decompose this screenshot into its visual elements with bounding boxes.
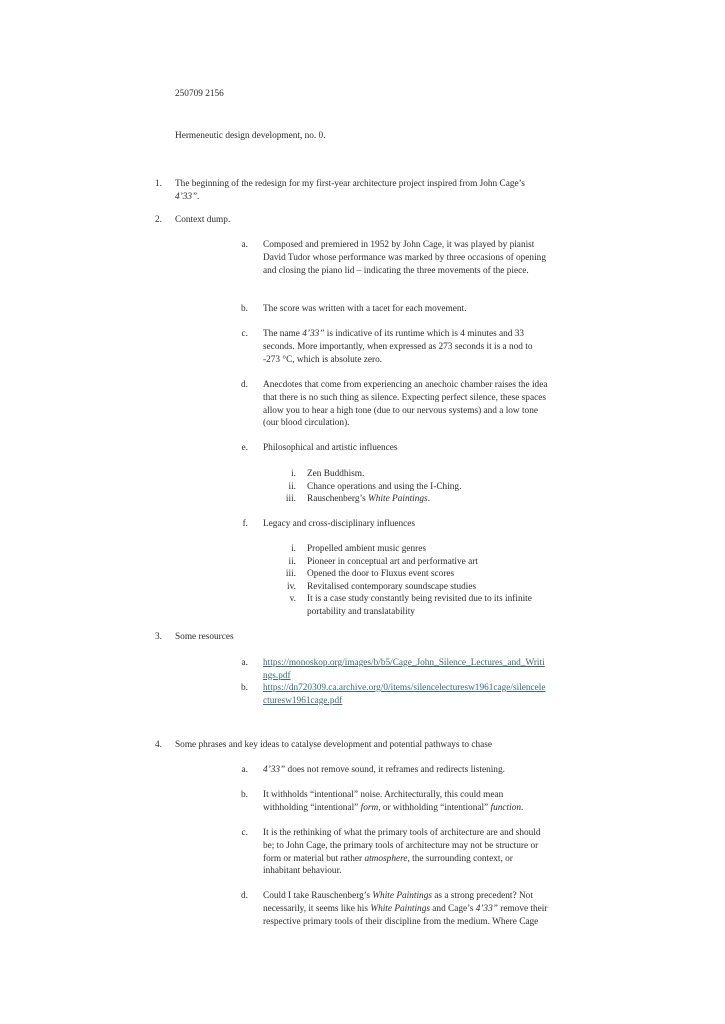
roman-numeral: i. <box>291 544 296 554</box>
roman-item-text: Opened the door to Fluxus event scores <box>307 569 455 579</box>
roman-numeral: iv. <box>287 582 296 592</box>
list-number: 1. <box>155 179 162 189</box>
sublist-item-text: Could I take Rauschenberg’s White Paintings as a strong precedent? Not necessarily, it seems like his White Paintings and Cage’s 4’33” remove their respective primary tools of their discipline from the medium. Where Cage <box>263 891 548 927</box>
roman-item-text: Propelled ambient music genres <box>307 544 427 554</box>
roman-numeral: v. <box>289 594 296 604</box>
sublist-item-text: Composed and premiered in 1952 by John Cage, it was played by pianist David Tudor whose performance was marked by three occasions of opening and closing the piano lid – indicating the three movements of the piece. <box>263 240 546 276</box>
roman-item-text: It is a case study constantly being revisited due to its infinite portability and translatability <box>307 594 532 617</box>
roman-numeral: i. <box>291 469 296 479</box>
sublist-letter: b. <box>241 790 248 800</box>
list-item-text: Context dump. <box>175 215 231 225</box>
list-item-text: Some resources <box>175 632 234 642</box>
sublist-item-text: 4’33” does not remove sound, it reframes and redirects listening. <box>263 765 505 775</box>
list-number: 2. <box>155 215 162 225</box>
roman-numeral: iii. <box>285 494 296 504</box>
list-number: 4. <box>155 740 162 750</box>
sublist-item-text: The score was written with a tacet for each movement. <box>263 304 467 314</box>
roman-numeral: iii. <box>285 569 296 579</box>
sublist-item-text: Anecdotes that come from experiencing an anechoic chamber raises the idea that there is no such thing as silence. Expecting perfect silence, these spaces allow you to hear a high tone (due to our nervous systems) and a low tone (our blood circulation). <box>263 380 548 429</box>
sublist-item-text: It is the rethinking of what the primary tools of architecture are and should be; to John Cage, the primary tools of architecture may not be structure or form or material but rather atmosphere, the surrounding context, or inhabitant behaviour. <box>263 828 541 877</box>
sublist-letter: b. <box>241 683 248 693</box>
roman-numeral: ii. <box>288 482 296 492</box>
roman-item-text: Chance operations and using the I-Ching. <box>307 482 462 492</box>
roman-item-text: Rauschenberg’s White Paintings. <box>307 494 431 504</box>
sublist-item-text: The name 4’33” is indicative of its runtime which is 4 minutes and 33 seconds. More importantly, when expressed as 273 seconds it is a nod to -273 °C, which is absolute zero. <box>263 329 533 365</box>
roman-item-text: Pioneer in conceptual art and performative art <box>307 557 478 567</box>
sublist-letter: c. <box>241 329 248 339</box>
sublist-letter: f. <box>242 519 248 529</box>
sublist-letter: b. <box>241 304 248 314</box>
sublist-item-text: Philosophical and artistic influences <box>263 443 398 453</box>
sublist-letter: d. <box>241 891 248 901</box>
resource-link[interactable]: https://dn720309.ca.archive.org/0/items/silencelecturesw1961cage/silencelecturesw1961cage.pdf <box>263 683 546 706</box>
document-title: Hermeneutic design development, no. 0. <box>175 131 326 141</box>
list-number: 3. <box>155 632 162 642</box>
resource-link[interactable]: https://monoskop.org/images/b/b5/Cage_John_Silence_Lectures_and_Writings.pdf <box>263 658 545 681</box>
roman-item-text: Zen Buddhism. <box>307 469 365 479</box>
roman-item-text: Revitalised contemporary soundscape studies <box>307 582 477 592</box>
datestamp: 250709 2156 <box>175 89 224 99</box>
sublist-letter: a. <box>241 240 248 250</box>
sublist-item-text: It withholds “intentional” noise. Architecturally, this could mean withholding “intentional” form, or withholding “intentional” function. <box>263 790 524 813</box>
list-item-text: Some phrases and key ideas to catalyse development and potential pathways to chase <box>175 740 493 750</box>
sublist-letter: a. <box>241 765 248 775</box>
sublist-letter: c. <box>241 828 248 838</box>
sublist-item-text: Legacy and cross-disciplinary influences <box>263 519 416 529</box>
roman-numeral: ii. <box>288 557 296 567</box>
sublist-letter: a. <box>241 658 248 668</box>
list-item-text: The beginning of the redesign for my first-year architecture project inspired from John Cage’s 4’33”. <box>175 179 525 202</box>
sublist-letter: d. <box>241 380 248 390</box>
sublist-letter: e. <box>241 443 248 453</box>
